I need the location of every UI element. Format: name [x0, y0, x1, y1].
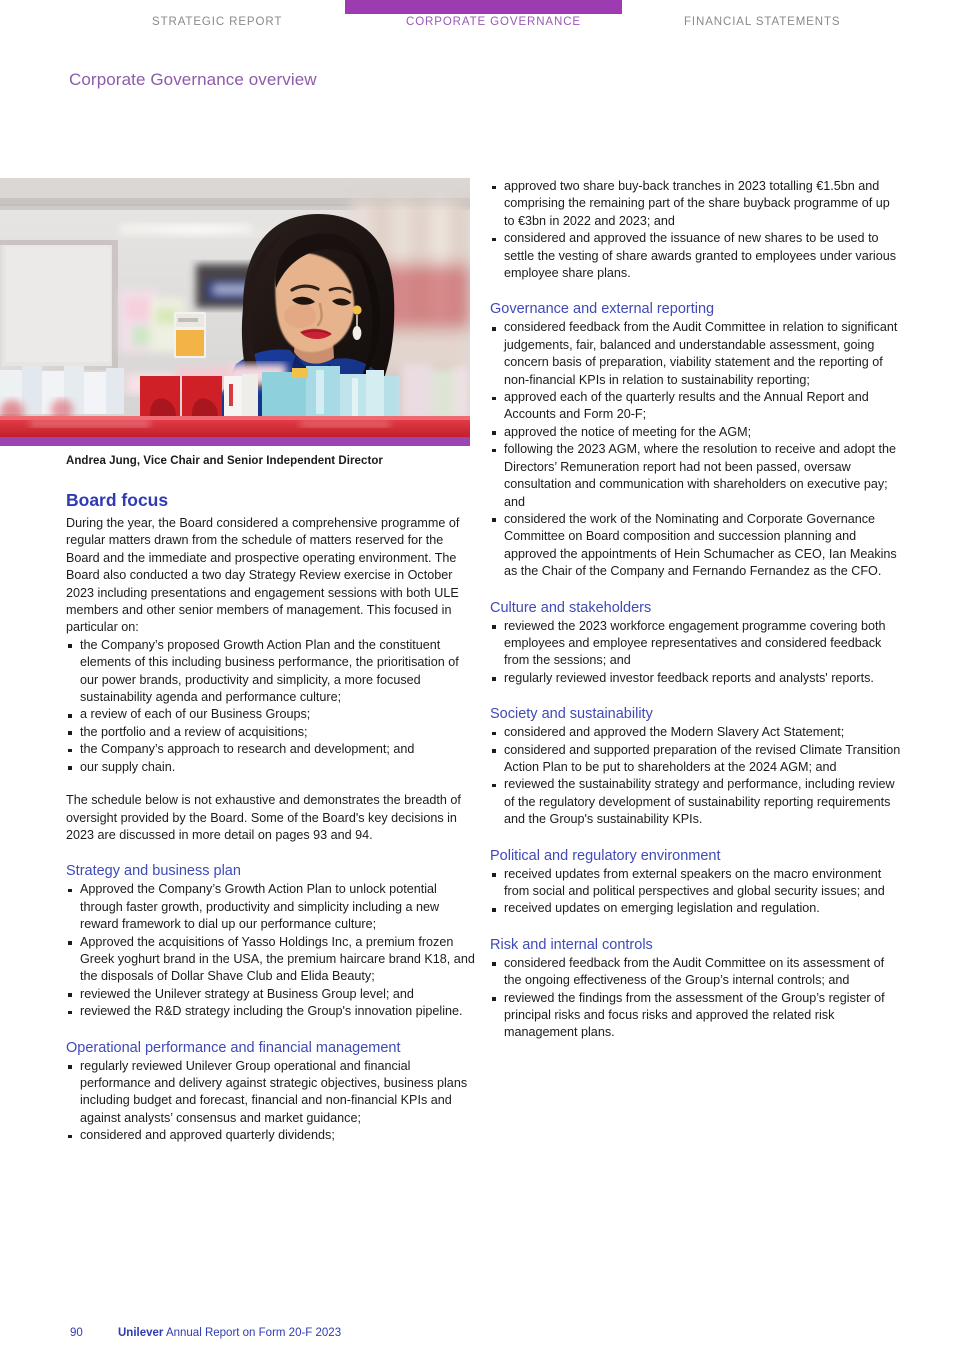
- spacer: [66, 1021, 478, 1040]
- culture-bullet-list: [490, 618, 902, 688]
- portrait-photo-graphic: [0, 178, 470, 437]
- section-heading-operational-performance: Operational performance and financial management: [66, 1039, 401, 1056]
- list-item: considered feedback from the Audit Committee in relation to significant judgements, fair, balanced and understandable assessment, going concern basis of preparation, viability statement and the reporting of non-financial KPIs in relation to sustainability reporting;: [490, 319, 902, 389]
- list-item: considered and approved the Modern Slavery Act Statement;: [490, 724, 902, 741]
- list-item: Approved the acquisitions of Yasso Holdings Inc, a premium frozen Greek yoghurt brand in the USA, the premium haircare brand K18, and the disposals of Dollar Shave Club and Elida Beauty;: [66, 934, 478, 986]
- left-column: [66, 490, 478, 1145]
- continued-bullet-list: [490, 178, 902, 282]
- list-item: regularly reviewed investor feedback reports and analysts' reports.: [490, 670, 902, 687]
- strategy-bullet-list: [66, 881, 478, 1020]
- photo-caption: Andrea Jung, Vice Chair and Senior Independent Director: [66, 455, 383, 467]
- page-title: Corporate Governance overview: [69, 70, 317, 89]
- section-heading-risk-and-internal-controls: Risk and internal controls: [490, 936, 653, 953]
- list-item: received updates on emerging legislation and regulation.: [490, 900, 902, 917]
- spacer: [490, 581, 902, 600]
- list-item: the Company’s approach to research and development; and: [66, 741, 478, 758]
- page-footer: [70, 1327, 341, 1339]
- section-heading-governance-and-external-reporting: Governance and external reporting: [490, 301, 715, 318]
- portrait-figure: [0, 178, 470, 446]
- risk-bullet-list: [490, 955, 902, 1042]
- tab-strategic-report[interactable]: STRATEGIC REPORT: [152, 16, 283, 28]
- list-item: reviewed the findings from the assessment of the Group’s register of principal risks and focus risks and approved the related risk management plans.: [490, 990, 902, 1042]
- brand-name: Unilever: [118, 1327, 164, 1339]
- board-focus-bullet-list: [66, 637, 478, 776]
- tab-corporate-governance[interactable]: CORPORATE GOVERNANCE: [406, 16, 581, 28]
- list-item: the Company’s proposed Growth Action Plan and the constituent elements of this including business performance, the prioritisation of our power brands, productivity and simplicity, a more focused sustainability agenda and performance culture;: [66, 637, 478, 707]
- list-item: following the 2023 AGM, where the resolution to receive and adopt the Directors’ Remuneration report had not been passed, oversaw consultation and communication with shareholders on executive pay; and: [490, 441, 902, 511]
- right-column: [490, 178, 902, 1042]
- list-item: the portfolio and a review of acquisitions;: [66, 724, 478, 741]
- document-name: Annual Report on Form 20-F 2023: [163, 1327, 342, 1339]
- schedule-paragraph: The schedule below is not exhaustive and demonstrates the breadth of oversight provided by the Board. Some of the Board's key decisions in 2023 are discussed in more detail on pages 93 and 94.: [66, 793, 461, 842]
- spacer: [490, 918, 902, 937]
- board-focus-intro: During the year, the Board considered a comprehensive programme of regular matters drawn from the schedule of matters reserved for the Board and the immediate and prospective operating environment. The Board also conducted a two day Strategy Review exercise in October 2023 including presentations and engagement sessions with both ULE members and other senior members of management. This focused in particular on:: [66, 516, 460, 635]
- section-tab-bar: [0, 0, 968, 36]
- list-item: received updates from external speakers on the macro environment from social and political perspectives and global security issues; and: [490, 866, 902, 901]
- list-item: considered and approved the issuance of new shares to be used to settle the vesting of share awards granted to employees under various employee share plans.: [490, 230, 902, 282]
- list-item: reviewed the 2023 workforce engagement programme covering both employees and employee representatives and considered feedback from the sessions; and: [490, 618, 902, 670]
- list-item: regularly reviewed Unilever Group operational and financial performance and delivery against strategic objectives, business plans including budget and forecast, financial and non-financial KPIs and against analysts’ consensus and market guidance;: [66, 1058, 478, 1128]
- governance-bullet-list: [490, 319, 902, 580]
- list-item: approved the notice of meeting for the AGM;: [490, 424, 902, 441]
- political-bullet-list: [490, 866, 902, 918]
- portrait-photo: [0, 178, 470, 437]
- active-tab-indicator: [345, 0, 622, 14]
- list-item: reviewed the R&D strategy including the Group's innovation pipeline.: [66, 1003, 478, 1020]
- spacer: [490, 829, 902, 848]
- spacer: [490, 282, 902, 301]
- section-heading-strategy-and-business-plan: Strategy and business plan: [66, 863, 241, 880]
- list-item: reviewed the sustainability strategy and performance, including review of the regulatory development of sustainability reporting requirements and the Group's sustainability KPIs.: [490, 776, 902, 828]
- tab-financial-statements[interactable]: FINANCIAL STATEMENTS: [684, 16, 841, 28]
- list-item: considered the work of the Nominating and Corporate Governance Committee on Board composition and succession planning and approved the appointments of Hein Schumacher as CEO, Ian Meakins as the Chair of the Company and Fernando Fernandez as the CFO.: [490, 511, 902, 581]
- spacer: [66, 844, 478, 863]
- spacer: [490, 687, 902, 706]
- list-item: a review of each of our Business Groups;: [66, 706, 478, 723]
- list-item: approved two share buy-back tranches in 2023 totalling €1.5bn and comprising the remaining part of the share buyback programme of up to €3bn in 2022 and 2023; and: [490, 178, 902, 230]
- list-item: approved each of the quarterly results and the Annual Report and Accounts and Form 20-F;: [490, 389, 902, 424]
- photo-accent-rule: [0, 437, 470, 446]
- list-item: considered feedback from the Audit Committee on its assessment of the ongoing effectiveness of the Group’s internal controls; and: [490, 955, 902, 990]
- list-item: considered and supported preparation of the revised Climate Transition Action Plan to be put to shareholders at the 2024 AGM; and: [490, 742, 902, 777]
- page-number: 90: [70, 1327, 83, 1339]
- section-heading-political-and-regulatory-environment: Political and regulatory environment: [490, 847, 721, 864]
- section-heading-culture-and-stakeholders: Culture and stakeholders: [490, 599, 652, 616]
- operational-performance-bullet-list: [66, 1058, 478, 1145]
- board-focus-heading: Board focus: [66, 490, 169, 510]
- list-item: Approved the Company’s Growth Action Plan to unlock potential through faster growth, productivity and simplicity including a new reward framework to dial up our performance culture;: [66, 881, 478, 933]
- list-item: our supply chain.: [66, 759, 478, 776]
- society-bullet-list: [490, 724, 902, 828]
- list-item: considered and approved quarterly dividends;: [66, 1127, 478, 1144]
- spacer: [66, 776, 478, 792]
- section-heading-society-and-sustainability: Society and sustainability: [490, 706, 653, 723]
- list-item: reviewed the Unilever strategy at Business Group level; and: [66, 986, 478, 1003]
